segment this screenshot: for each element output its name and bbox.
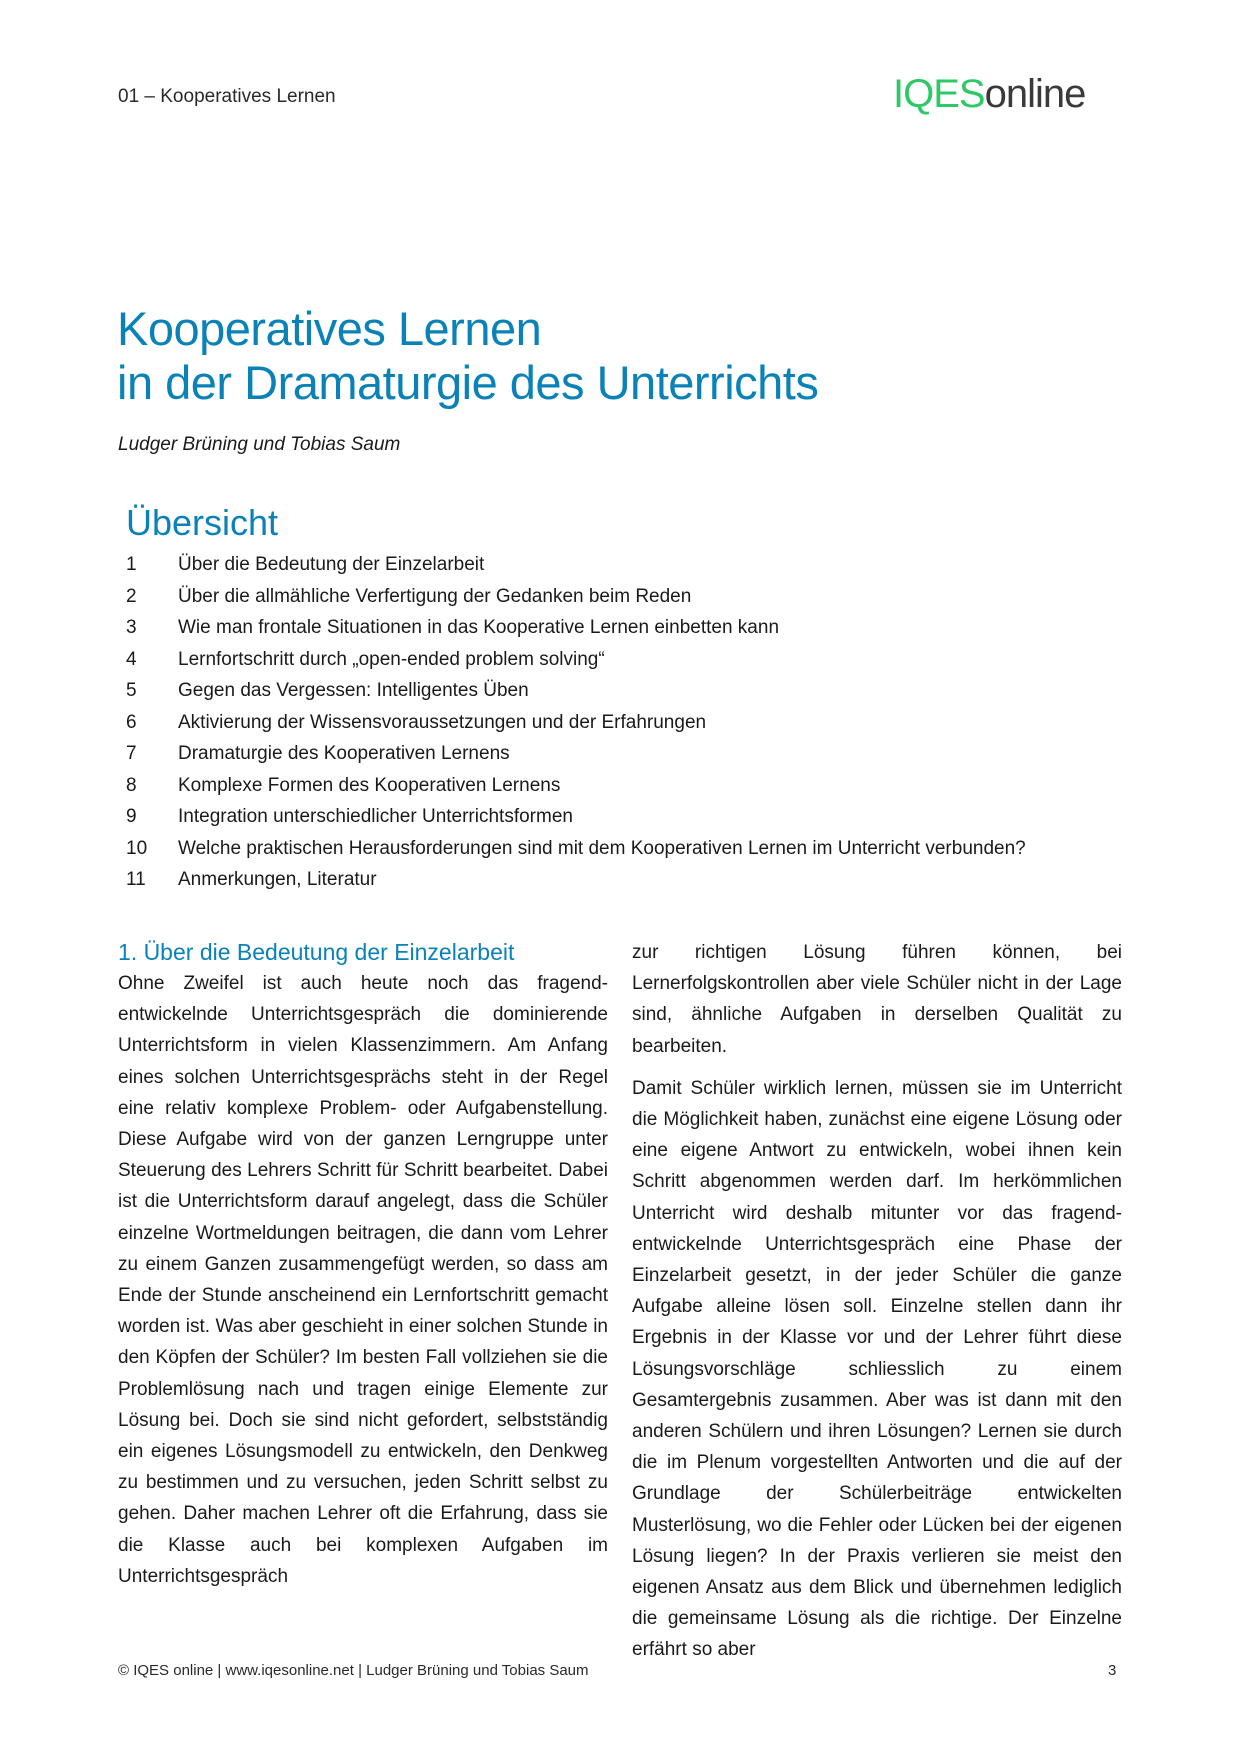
toc-item-number: 10 [126, 837, 148, 859]
toc-item-number: 9 [126, 806, 137, 827]
document-title [117, 302, 818, 410]
toc-item-number: 8 [126, 774, 137, 796]
toc-item [126, 801, 1026, 833]
toc-item-label: Welche praktischen Herausforderungen sind mit dem Kooperativen Lernen im Unterricht verbunden? [178, 837, 1026, 859]
toc-item-label: Lernfortschritt durch „open-ended problem solving“ [178, 648, 605, 670]
section-heading: 1. Über die Bedeutung der Einzelarbeit [118, 939, 515, 965]
toc-item-label: Über die allmähliche Verfertigung der Gedanken beim Reden [178, 585, 692, 607]
toc-item-number: 2 [126, 585, 137, 607]
running-header: 01 – Kooperatives Lernen [118, 86, 336, 107]
body-paragraph: Damit Schüler wirklich lernen, müssen sie im Unterricht die Möglichkeit haben, zunächst eine eigene Lösung oder eine eigene Antwort zu entwickeln, wobei ihnen kein Schritt abgenommen werden darf. Im herkömmlichen Unterricht wird deshalb mitunter vor das fragend-entwickelnde Unterrichtsgespräch eine Phase der Einzelarbeit gesetzt, in der jeder Schüler die ganze Aufgabe alleine lösen soll. Einzelne stellen dann ihr Ergebnis in der Klasse vor und der Lehrer führt diese Lösungsvorschläge schliesslich zu einem Gesamtergebnis zusammen. Aber was ist dann mit den anderen Schülern und ihren Lösungen? Lernen sie durch die im Plenum vorgestellten Antworten und die auf der Grundlage der Schülerbeiträge entwickelten Musterlösung, wo die Fehler oder Lücken bei der eigenen Lösung liegen? In der Praxis verlieren sie meist den eigenen Ansatz aus dem Blick und übernehmen lediglich die gemeinsame Lösung als die richtige. Der Einzelne erfährt so aber [632, 1077, 1122, 1661]
authors: Ludger Brüning und Tobias Saum [118, 434, 401, 455]
title-line-1: Kooperatives Lernen [117, 302, 542, 355]
table-of-contents [126, 549, 1026, 896]
page-number: 3 [1108, 1662, 1117, 1679]
toc-item-number: 7 [126, 743, 137, 764]
toc-item [126, 738, 1026, 770]
body-column-right [632, 937, 1122, 1666]
toc-item-label: Gegen das Vergessen: Intelligentes Üben [178, 680, 529, 701]
toc-item-number: 3 [126, 617, 137, 638]
toc-item [126, 644, 1026, 676]
toc-item [126, 549, 1026, 581]
toc-item-label: Über die Bedeutung der Einzelarbeit [178, 554, 485, 575]
toc-item-number: 1 [126, 554, 137, 575]
logo-iqes-text: IQES [893, 72, 985, 116]
toc-item [126, 707, 1026, 739]
toc-item [126, 770, 1026, 802]
toc-item-label: Komplexe Formen des Kooperativen Lernens [178, 774, 561, 796]
toc-item-label: Integration unterschiedlicher Unterrichtsformen [178, 806, 573, 827]
toc-item-number: 11 [126, 869, 146, 890]
body-column-left [118, 937, 608, 1592]
body-paragraph: Ohne Zweifel ist auch heute noch das fragend-entwickelnde Unterrichtsgespräch die dominierende Unterrichtsform in vielen Klassenzimmern. Am Anfang eines solchen Unterrichtsgesprächs steht in der Regel eine relativ komplexe Problem- oder Aufgabenstellung. Diese Aufgabe wird von der ganzen Lerngruppe unter Steuerung des Lehrers Schritt für Schritt bearbeitet. Dabei ist die Unterrichtsform darauf angelegt, dass die Schüler einzelne Wortmeldungen beitragen, die dann vom Lehrer zu einem Ganzen zusammengefügt werden, so dass am Ende der Stunde anscheinend ein Lernfortschritt gemacht worden ist. Was aber geschieht in einer solchen Stunde in den Köpfen der Schüler? Im besten Fall vollziehen sie die Problemlösung nach und tragen einige Elemente zur Lösung bei. Doch sie sind nicht gefordert, selbstständig ein eigenes Lösungsmodell zu entwickeln, den Denkweg zu bestimmen und zu versuchen, jeden Schritt selbst zu gehen. Daher machen Lehrer oft die Erfahrung, dass sie die Klasse auch bei komplexen Aufgaben im Unterrichtsgespräch [118, 973, 608, 1587]
body-paragraph: zur richtigen Lösung führen können, bei Lernerfolgskontrollen aber viele Schüler nicht in der Lage sind, ähnliche Aufgaben in derselben Qualität zu bearbeiten. [632, 942, 1122, 1057]
toc-heading: Übersicht [126, 502, 279, 543]
toc-item [126, 864, 1026, 896]
logo-online-text: online [984, 72, 1086, 116]
toc-item-label: Dramaturgie des Kooperativen Lernens [178, 743, 510, 764]
toc-item-label: Aktivierung der Wissensvoraussetzungen und der Erfahrungen [178, 711, 707, 733]
toc-item-label: Anmerkungen, Literatur [178, 869, 377, 890]
iqes-logo [893, 74, 1085, 114]
toc-item [126, 612, 1026, 644]
toc-item [126, 581, 1026, 613]
toc-item-label: Wie man frontale Situationen in das Kooperative Lernen einbetten kann [178, 617, 780, 638]
toc-item-number: 6 [126, 711, 137, 733]
toc-item-number: 5 [126, 680, 137, 701]
toc-item [126, 833, 1026, 865]
toc-item [126, 675, 1026, 707]
footer-copyright: © IQES online | www.iqesonline.net | Ludger Brüning und Tobias Saum [118, 1662, 589, 1679]
title-line-2: in der Dramaturgie des Unterrichts [117, 356, 819, 409]
toc-item-number: 4 [126, 648, 137, 670]
